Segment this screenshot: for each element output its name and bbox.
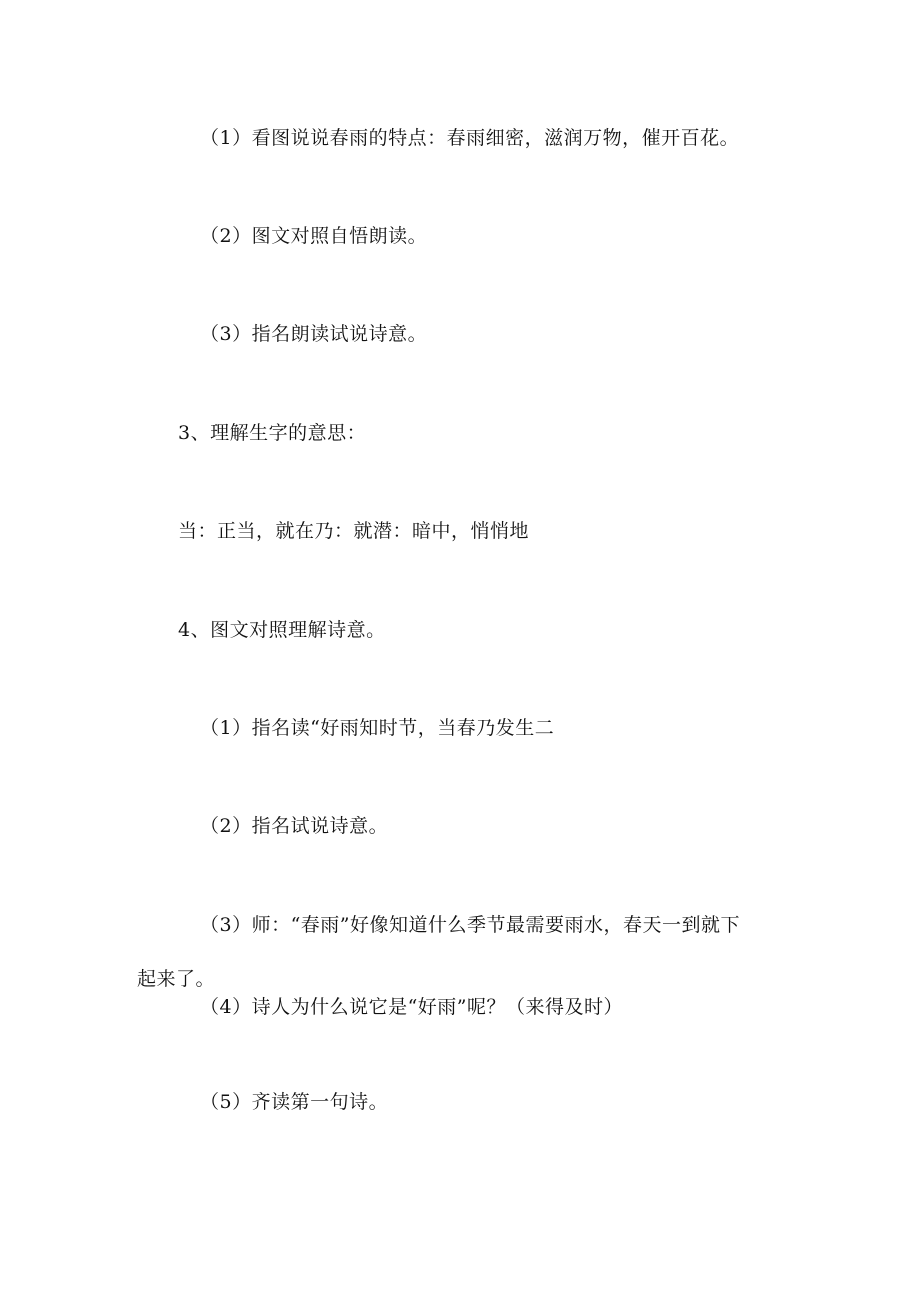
text-line-sub-1: （1）指名读“好雨知时节，当春乃发生二 <box>200 717 555 739</box>
text-line-sub-5: （5）齐读第一句诗。 <box>200 1091 389 1113</box>
text-line-step-1: （1）看图说说春雨的特点：春雨细密，滋润万物，催开百花。 <box>200 127 740 149</box>
section-heading-4: 4、图文对照理解诗意。 <box>178 619 386 641</box>
text-line-step-2: （2）图文对照自悟朗读。 <box>200 225 428 247</box>
text-line-sub-4: （4）诗人为什么说它是“好雨”呢？（来得及时） <box>200 996 624 1018</box>
text-line-step-3: （3）指名朗读试说诗意。 <box>200 323 428 345</box>
text-line-sub-3: （3）师：“春雨”好像知道什么季节最需要雨水，春天一到就下 <box>200 914 741 936</box>
text-line-sub-2: （2）指名试说诗意。 <box>200 815 389 837</box>
section-heading-3: 3、理解生字的意思： <box>178 422 367 444</box>
text-line-sub-3-cont: 起来了。 <box>137 968 216 990</box>
text-line-vocabulary: 当：正当，就在乃：就潜：暗中，悄悄地 <box>178 520 530 542</box>
